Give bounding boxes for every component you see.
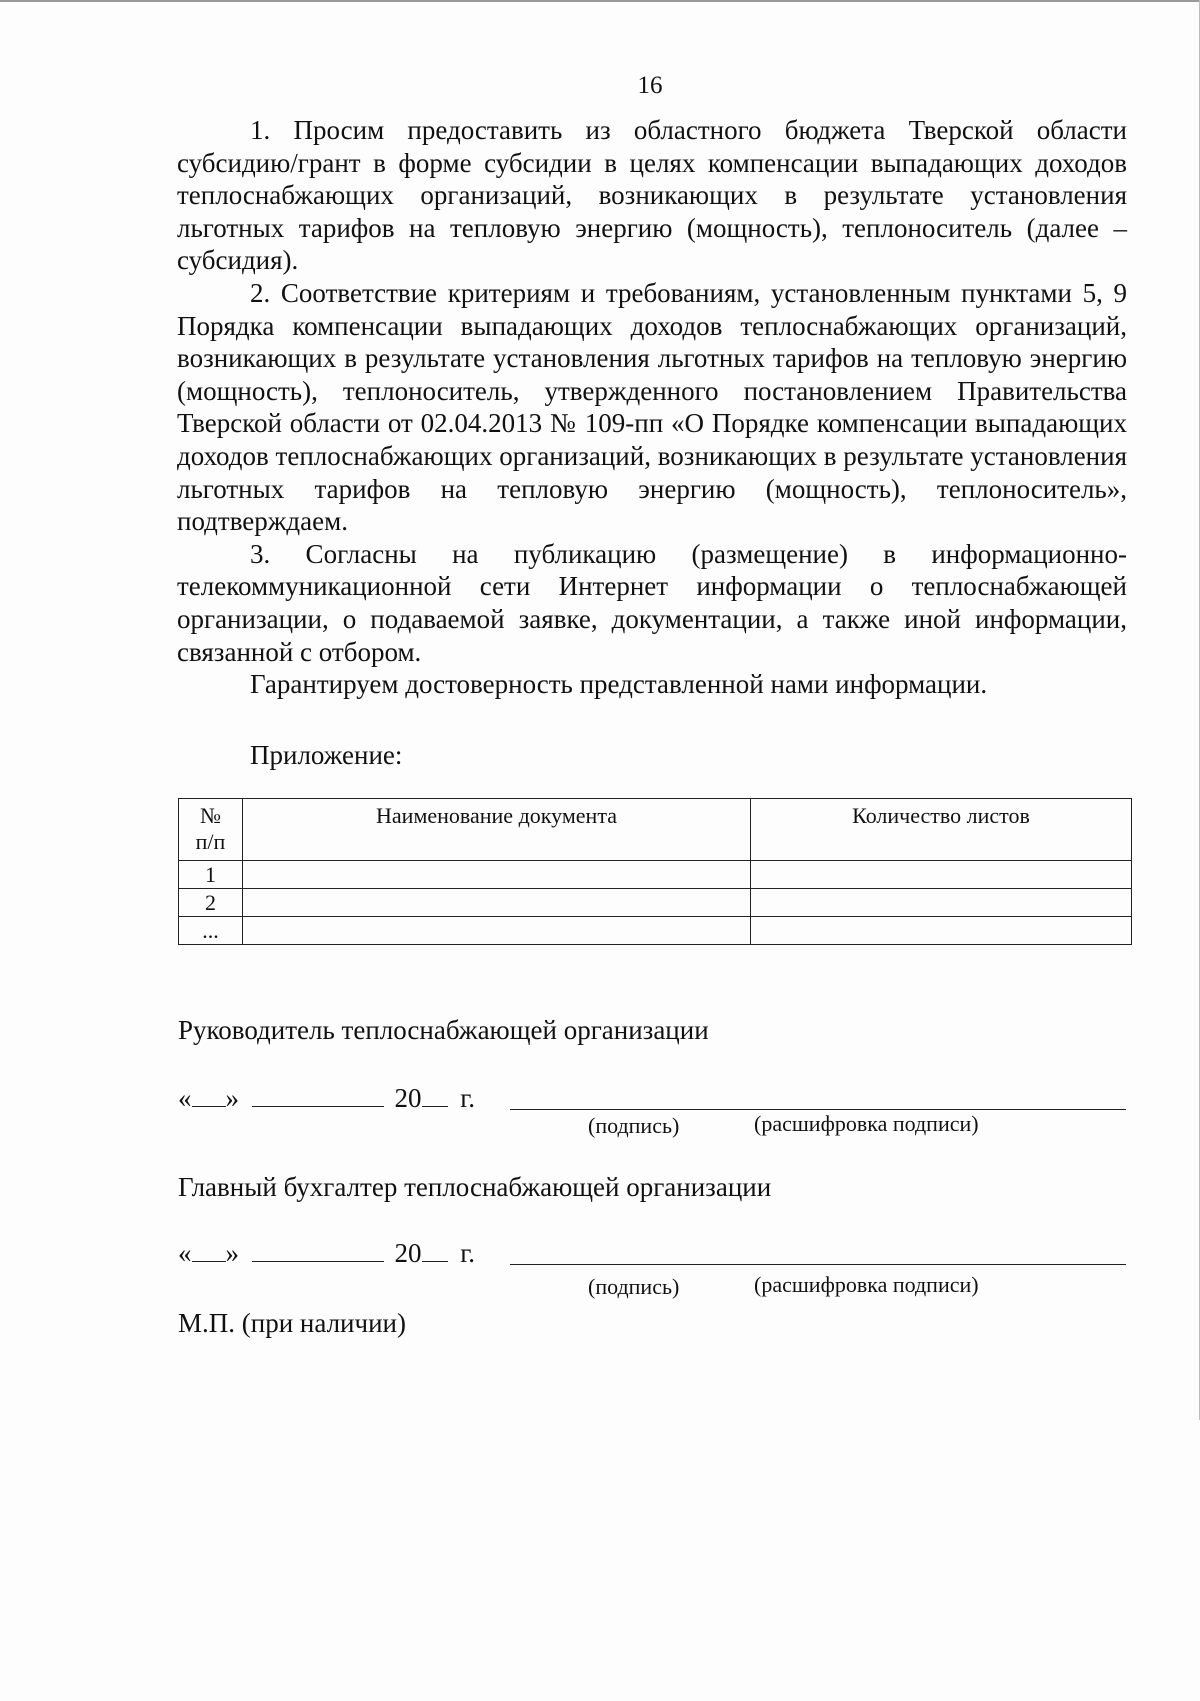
row-number: 2 xyxy=(179,889,243,917)
accountant-signature-block xyxy=(178,1172,1138,1302)
row-number: ... xyxy=(179,917,243,945)
caption-decoding: (расшифровка подписи) xyxy=(754,1111,979,1136)
day-field[interactable] xyxy=(192,1084,226,1107)
row-document-name[interactable] xyxy=(243,861,751,889)
appendix-table xyxy=(178,798,1132,945)
caption-signature: (подпись) xyxy=(588,1274,680,1299)
year-field[interactable] xyxy=(422,1239,448,1262)
paragraph-publication-consent: 3. Согласны на публикацию (размещение) в информационно-телекоммуникационной сети Интернет информации о теплоснабжающей организации, о подаваемой заявке, документации, а также иной информации, связанной с отбором. xyxy=(177,538,1127,667)
application-body xyxy=(177,114,1127,701)
head-signature-block xyxy=(178,1015,1138,1145)
appendix-table-header xyxy=(179,799,1132,861)
paragraph-request-subsidy: 1. Просим предоставить из областного бюджета Тверской области субсидию/грант в форме субсидии в целях компенсации выпадающих доходов теплоснабжающих организаций, возникающих в результате установления льготных тарифов на тепловую энергию (мощность), теплоноситель (далее – субсидия). xyxy=(177,115,1127,276)
page-number: 16 xyxy=(637,72,663,99)
row-sheet-count[interactable] xyxy=(751,889,1132,917)
year-suffix: г. xyxy=(460,1238,476,1268)
month-field[interactable] xyxy=(252,1084,384,1107)
header-document-name: Наименование документа xyxy=(243,799,751,861)
head-title: Руководитель теплоснабжающей организации xyxy=(178,1015,709,1045)
year-prefix: 20 xyxy=(394,1083,422,1113)
year-prefix: 20 xyxy=(394,1238,422,1268)
paragraph-accuracy-guarantee: Гарантируем достоверность представленной нами информации. xyxy=(250,669,988,700)
table-row xyxy=(179,889,1132,917)
row-sheet-count[interactable] xyxy=(751,861,1132,889)
scan-top-edge xyxy=(0,0,1200,2)
year-field[interactable] xyxy=(422,1084,448,1107)
stamp-block xyxy=(178,1308,1138,1348)
table-row xyxy=(179,861,1132,889)
accountant-signature-line[interactable] xyxy=(510,1264,1126,1265)
accountant-date-line xyxy=(178,1238,475,1269)
accountant-title: Главный бухгалтер теплоснабжающей организации xyxy=(178,1172,772,1202)
head-date-line xyxy=(178,1083,475,1114)
date-open-quote: « xyxy=(178,1083,192,1113)
date-open-quote: « xyxy=(178,1238,192,1268)
caption-decoding: (расшифровка подписи) xyxy=(754,1272,979,1297)
month-field[interactable] xyxy=(252,1239,384,1262)
row-document-name[interactable] xyxy=(243,917,751,945)
row-document-name[interactable] xyxy=(243,889,751,917)
stamp-note: М.П. (при наличии) xyxy=(178,1308,406,1338)
day-field[interactable] xyxy=(192,1239,226,1262)
paragraph-criteria-compliance: 2. Соответствие критериям и требованиям, установленным пунктами 5, 9 Порядка компенсации выпадающих доходов теплоснабжающих организаций, возникающих в результате установления льготных тарифов на тепловую энергию (мощность), теплоноситель, утвержденного постановлением Правительства Тверской области от 02.04.2013 № 109-пп «О Порядке компенсации выпадающих доходов теплоснабжающих организаций, возникающих в результате установления льготных тарифов на тепловую энергию (мощность), теплоноситель», подтверждаем. xyxy=(177,277,1127,537)
date-close-quote: » xyxy=(225,1083,239,1113)
head-signature-line[interactable] xyxy=(510,1109,1126,1110)
header-sheet-count: Количество листов xyxy=(751,799,1132,861)
date-close-quote: » xyxy=(225,1238,239,1268)
row-sheet-count[interactable] xyxy=(751,917,1132,945)
header-number: № п/п xyxy=(179,799,243,861)
table-row xyxy=(179,917,1132,945)
appendix-title: Приложение: xyxy=(250,740,403,770)
caption-signature: (подпись) xyxy=(588,1113,680,1138)
year-suffix: г. xyxy=(460,1083,476,1113)
row-number: 1 xyxy=(179,861,243,889)
